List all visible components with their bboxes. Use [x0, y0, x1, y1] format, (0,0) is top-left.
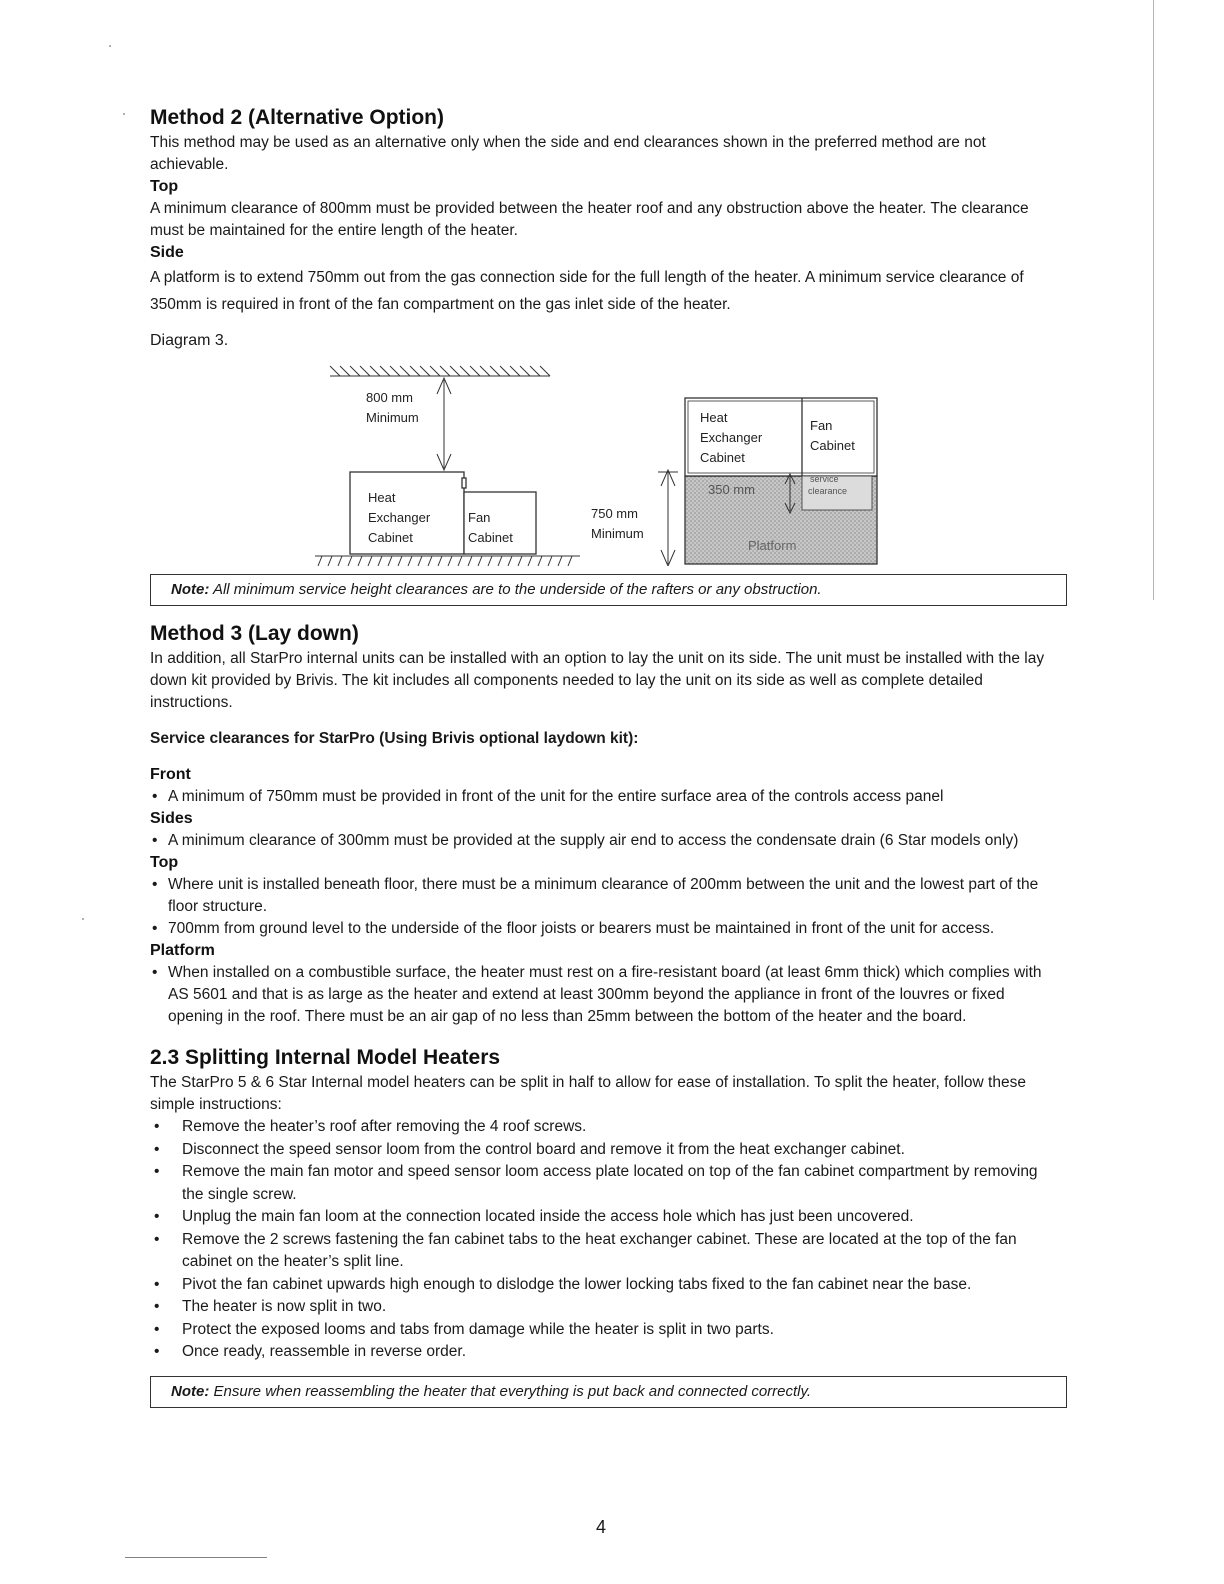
diagram-platform: Platform [748, 538, 797, 553]
diagram-heat-exchanger-3: Cabinet [368, 530, 413, 545]
list-item: • Disconnect the speed sensor loom from the control board and remove it from the heat exchanger cabinet. [150, 1139, 1050, 1162]
note-label: Note: [171, 581, 210, 598]
method2-top-text: A minimum clearance of 800mm must be provided between the heater roof and any obstruction above the heater. The clearance must be maintained for the entire length of the heater. [150, 200, 1029, 239]
section23-title: 2.3 Splitting Internal Model Heaters [150, 1046, 501, 1069]
method3-sides-heading: Sides [150, 810, 193, 827]
page-number: 4 [596, 1517, 607, 1537]
list-item: • Remove the 2 screws fastening the fan cabinet tabs to the heat exchanger cabinet. These are located at the top of the fan cabinet on the heater’s split line. [150, 1229, 1050, 1274]
method3-top-heading: Top [150, 854, 179, 871]
list-item: • Once ready, reassemble in reverse order. [150, 1341, 1050, 1364]
dim-750-arrow [658, 470, 678, 566]
floor-hatch [315, 556, 580, 566]
diagram-heat-exchanger-1: Heat [368, 490, 396, 505]
scan-speck [109, 45, 111, 47]
list-item: • Where unit is installed beneath floor, there must be a minimum clearance of 200mm between the unit and the lowest part of the floor structure. [150, 874, 1050, 918]
list-item: • When installed on a combustible surface, the heater must rest on a fire-resistant board (at least 6mm thick) which complies with AS 5601 and that is as large as the heater and extend at least 300mm beyond the appliance in front of the louvres or fixed opening in the roof. There must be an air gap of no less than 25mm between the bottom of the heater and the board. [150, 962, 1050, 1028]
list-item: • Unplug the main fan loom at the connection located inside the access hole which has just been uncovered. [150, 1206, 1050, 1229]
content-column [150, 104, 1050, 1408]
diagram-800mm: 800 mm [366, 390, 413, 405]
sides-list [150, 830, 1050, 852]
list-item: • A minimum of 750mm must be provided in front of the unit for the entire surface area of the controls access panel [150, 786, 1050, 808]
scan-speck [82, 918, 84, 920]
dim-800-arrow [437, 378, 451, 470]
diagram-heat-exchanger-2: Exchanger [368, 510, 431, 525]
list-item: • Remove the heater’s roof after removing the 4 roof screws. [150, 1116, 1050, 1139]
list-item: • A minimum clearance of 300mm must be provided at the supply air end to access the condensate drain (6 Star models only) [150, 830, 1050, 852]
method2-top-heading: Top [150, 178, 179, 195]
diagram-plan-fan-1: Fan [810, 418, 833, 433]
scan-edge-line [1153, 0, 1154, 600]
diagram-service-2: clearance [808, 486, 848, 496]
diagram-service-1: service [810, 474, 839, 484]
method2-side-heading: Side [150, 244, 184, 261]
diagram-plan-heat-1: Heat [700, 410, 728, 425]
list-item: • The heater is now split in two. [150, 1296, 1050, 1319]
platform-list [150, 962, 1050, 1028]
note-text: Ensure when reassembling the heater that everything is put back and connected correctly. [213, 1382, 812, 1400]
method2-title: Method 2 (Alternative Option) [150, 106, 444, 129]
method2-side-text: A platform is to extend 750mm out from the gas connection side for the full length of the heater. A minimum service clearance of 350mm is required in front of the fan compartment on the gas inlet side of the heater. [150, 269, 1024, 313]
diagram-fan-cabinet-1: Fan [468, 510, 491, 525]
method3-service-heading: Service clearances for StarPro (Using Brivis optional laydown kit): [150, 730, 639, 747]
method3-intro: In addition, all StarPro internal units can be installed with an option to lay the unit on its side. The unit must be installed with the lay down kit provided by Brivis. The kit includes all components needed to lay the unit on its side as well as complete detailed instructions. [150, 650, 1045, 711]
method3-front-heading: Front [150, 766, 191, 783]
diagram-fan-cabinet-2: Cabinet [468, 530, 513, 545]
note-clearance [150, 574, 1067, 606]
diagram-label: Diagram 3. [150, 332, 229, 349]
split-steps-list [150, 1116, 1050, 1364]
scan-speck [123, 113, 125, 115]
list-item: • Protect the exposed looms and tabs from damage while the heater is split in two parts. [150, 1319, 1050, 1342]
list-item: • Pivot the fan cabinet upwards high enough to dislodge the lower locking tabs fixed to the fan cabinet near the base. [150, 1274, 1050, 1297]
method3-title: Method 3 (Lay down) [150, 622, 359, 645]
diagram-plan-heat-2: Exchanger [700, 430, 763, 445]
list-item: • 700mm from ground level to the underside of the floor joists or bearers must be maintained in front of the unit for access. [150, 918, 1050, 940]
diagram-3 [150, 356, 1050, 566]
scan-bottom-line [125, 1557, 267, 1558]
ceiling-hatch [330, 366, 550, 376]
diagram-750mm: 750 mm [591, 506, 638, 521]
diagram-750mm-minimum: Minimum [591, 526, 644, 541]
note-text: All minimum service height clearances are to the underside of the rafters or any obstruction. [212, 581, 822, 598]
top-list [150, 874, 1050, 940]
note-reassembly [150, 1376, 1067, 1408]
diagram-plan-fan-2: Cabinet [810, 438, 855, 453]
diagram-plan-heat-3: Cabinet [700, 450, 745, 465]
section23-intro: The StarPro 5 & 6 Star Internal model heaters can be split in half to allow for ease of installation. To split the heater, follow these simple instructions: [150, 1074, 1026, 1113]
method3-platform-heading: Platform [150, 942, 215, 959]
note-label: Note: [171, 1382, 210, 1400]
front-list [150, 786, 1050, 808]
diagram-800mm-minimum: Minimum [366, 410, 419, 425]
list-item: • Remove the main fan motor and speed sensor loom access plate located on top of the fan cabinet compartment by removing the single screw. [150, 1161, 1050, 1206]
diagram-350mm: 350 mm [708, 482, 755, 497]
method2-intro: This method may be used as an alternative only when the side and end clearances shown in the preferred method are not achievable. [150, 134, 986, 173]
